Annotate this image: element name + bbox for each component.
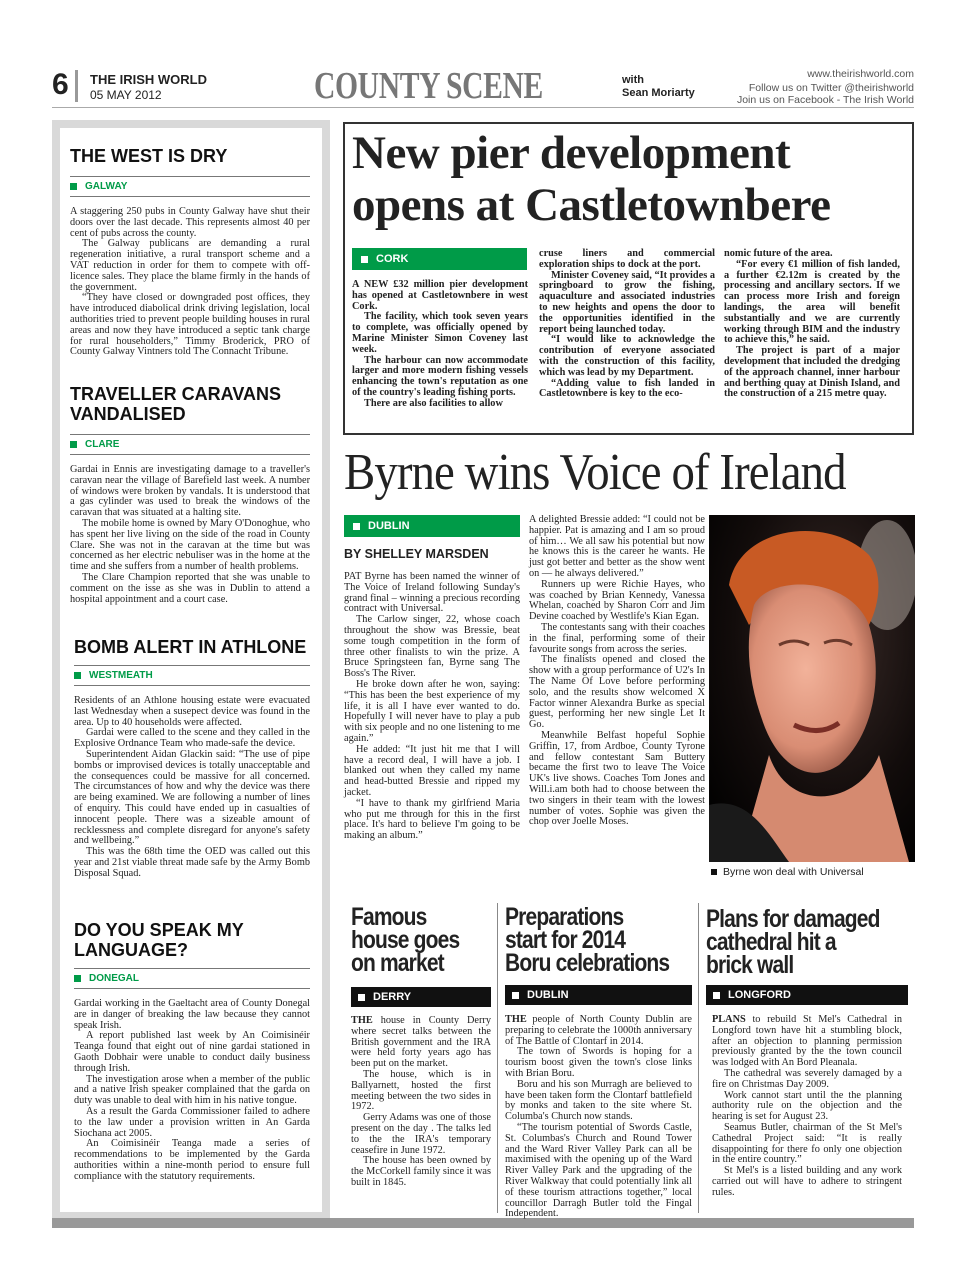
story-headline-line: on market bbox=[351, 949, 444, 977]
divider bbox=[74, 988, 310, 989]
paragraph: This was the 68th time the OED was called out this year and 21st viable threat made safe by the Army Bomb Disposal Squad. bbox=[74, 846, 310, 879]
paragraph: An Coimisinéir Teanga made a series of recommendations to be implemented by the Garda authorities within a nine-month period to ensure full compliance with the statutory requirements. bbox=[74, 1138, 310, 1182]
paragraph: Meanwhile Belfast hopeful Sophie Griffin, 17, from Ardboe, County Tyrone and fellow contestant Sam Buttery became the first two to leave The Voice UK's live shows. Coaches Tom Jones and Will.i.am both had to choose between the two singers in their team with the lowest number of votes. Sophie was given the chop over Joelle Moses. bbox=[529, 729, 705, 828]
pier-headline-line1: New pier development bbox=[352, 127, 791, 179]
paragraph: He broke down after he won, saying: “This has been the best experience of my life, it is all I have ever wanted to do. Hopefully I will never have to play a pub with six people and no one listening to me again.” bbox=[344, 678, 520, 744]
paragraph: Gerry Adams was one of those present on the day . The talks led to the the IRA's temporary ceasefire in June 1972. bbox=[351, 1112, 491, 1156]
paragraph: The project is part of a major development that included the dredging of the approach channel, inner harbour and berthing quay at Dinish Island, and the construction of a 215 metre quay. bbox=[724, 345, 900, 400]
header-rule bbox=[52, 107, 914, 108]
paragraph: St Mel's is a listed building and any work carried out will have to adhere to stringent rules. bbox=[712, 1165, 902, 1198]
story-headline-line: Famous bbox=[351, 903, 427, 931]
paragraph: The contestants sang with their coaches in the final, performing some of their favourite songs from across the series. bbox=[529, 621, 705, 655]
divider bbox=[70, 434, 310, 435]
county-tag: DONEGAL bbox=[74, 973, 310, 984]
section-with: with bbox=[622, 74, 644, 86]
paragraph: Gardai were called to the scene and they called in the Explosive Ordnance Team who made-safe the device. bbox=[74, 727, 310, 750]
paragraph: Residents of an Athlone housing estate were evacuated last Wednesday when a susepect device was found in the area. Up to 40 households were affected. bbox=[74, 695, 310, 728]
issue-date: 05 MAY 2012 bbox=[90, 88, 162, 102]
byrne-county-tag: DUBLIN bbox=[344, 515, 520, 537]
dublin-county-tag: DUBLIN bbox=[505, 985, 692, 1005]
square-icon bbox=[361, 256, 368, 263]
bottom-story-dublin bbox=[505, 903, 695, 977]
story-headline-line: Plans for damaged bbox=[706, 905, 880, 933]
paragraph: THE house in County Derry where secret talks between the British government and the IRA were held forty years ago has been put on the market. bbox=[351, 1015, 491, 1070]
paragraph: The finalists opened and closed the show with a group performance of U2's In The Name Of Love before performing solo, and the results show welcomed X Factor winner Alexandra Burke as special guest, performing her new single Let It Go. bbox=[529, 654, 705, 731]
paragraph: PLANS to rebuild St Mel's Cathedral in Longford town have hit a stumbling block, after an objection to planning permission previously granted by the the town council was lodged with An Bord Pleanala. bbox=[712, 1014, 902, 1069]
paragraph: Seamus Butler, chairman of the St Mel's Cathedral Project said: “It is really disappointing for there fo only one objection in the entire country.” bbox=[712, 1121, 902, 1166]
paragraph: “The tourism potential of Swords Castle, St. Columbas's Church and Round Tower and the Ward River Valley Park can all be maximised with the opening up of the Ward River Valley Park and the upgrading of the River Walkway that could potentially link all of these tourism attractions together,” local councillor Darragh Butler told the Fingal Independent. bbox=[505, 1121, 692, 1220]
photo-caption: Byrne won deal with Universal bbox=[711, 866, 864, 878]
paragraph: As a result the Garda Commissioner failed to adhere to the law under a provision written in An Garda Siochana act 2005. bbox=[74, 1105, 310, 1139]
paragraph: Minister Coveney said, “It provides a springboard to grow the fishing, aquaculture and associated industries to new heights and opens the door to the opportunities identified in the report being launched today. bbox=[539, 269, 715, 335]
pier-county-tag: CORK bbox=[352, 248, 527, 270]
longford-county-tag: LONGFORD bbox=[706, 985, 908, 1005]
paragraph: Superintendent Aidan Glackin said: “The use of pipe bombs or improvised devices is totally unacceptable and the consequences could be massive for all concerned. The circumstances of how and why the device was there are being examined. We are following a number of lines of enquiry. This could have ended up in casualties of innocent people. There was a sizeable amount of recklessness and complete disregard for anyone's safety and wellbeing.” bbox=[74, 748, 310, 847]
longford-body bbox=[712, 1015, 902, 1199]
square-icon bbox=[353, 523, 360, 530]
paragraph: A NEW £32 million pier development has opened at Castletownbere in west Cork. bbox=[352, 279, 528, 312]
paragraph: “I have to thank my girlfriend Maria who put me through for this in the first place. It's hard to believe I'm going to be making an album.” bbox=[344, 797, 520, 842]
story-title: DO YOU SPEAK MY LANGUAGE? bbox=[74, 920, 244, 960]
story-headline-line: Preparations bbox=[505, 903, 624, 931]
sidebar-story-speak-my-language bbox=[74, 920, 310, 1183]
story-headline-line: house goes bbox=[351, 926, 460, 954]
pier-column-3 bbox=[724, 249, 900, 400]
divider bbox=[70, 454, 310, 455]
square-icon bbox=[74, 975, 81, 982]
byrne-column-1 bbox=[344, 572, 520, 842]
paragraph: The Clare Champion reported that she was unable to comment on the isse as she was in Dublin to attend a hospital appointment and a court case. bbox=[70, 571, 310, 605]
paragraph: The harbour can now accommodate larger and more modern fishing vessels enhancing the town's reputation as one of the country's leading fishing ports. bbox=[352, 354, 528, 398]
divider bbox=[74, 665, 310, 666]
paragraph: A delighted Bressie added: “I could not be happier. Pat is amazing and I am so proud of him… We all saw his potential but now he knows this is the career he wants. He just got better and better as the show went on — he always delivered.” bbox=[529, 514, 705, 579]
divider bbox=[70, 196, 310, 197]
page-number: 6 bbox=[52, 68, 69, 101]
paragraph: Work cannot start until the the planning authority rule on the objection and the hearing is set for August 23. bbox=[712, 1089, 902, 1123]
paragraph: Gardai in Ennis are investigating damage to a traveller's caravan near the village of Barefield last week. A number of windows were broken by vandals. It is understood that a gas cylinder was used to break the windows of the caravan that was situated at a halting site. bbox=[70, 464, 310, 519]
pier-column-2 bbox=[539, 249, 715, 400]
story-title: THE WEST IS DRY bbox=[70, 146, 228, 166]
paragraph: The house has been owned by the McCorkell family since it was built in 1845. bbox=[351, 1155, 491, 1188]
publication-name: THE IRISH WORLD bbox=[90, 72, 207, 87]
story-title: TRAVELLER CARAVANS VANDALISED bbox=[70, 384, 281, 424]
paragraph: PAT Byrne has been named the winner of The Voice of Ireland following Sunday's grand final – winning a precious recording contract with Universal. bbox=[344, 571, 520, 615]
sidebar-bottom-bar bbox=[52, 1218, 914, 1228]
square-icon bbox=[713, 992, 720, 999]
sidebar-story-traveller-caravans bbox=[70, 384, 310, 605]
pier-column-1 bbox=[352, 280, 528, 410]
paragraph: “For every €1 million of fish landed, a further €2.12m is created by the processing and ancillary sectors. If we can process more Irish and foreign landings, the area will benefit substantially and we are currently working through BIM and the industry to achieve this,” he said. bbox=[724, 258, 900, 346]
paragraph: THE people of North County Dublin are preparing to celebrate the 1000th anniversary of The Battle of Clontarf in 2014. bbox=[505, 1014, 692, 1047]
story-headline-line: cathedral hit a bbox=[706, 928, 836, 956]
square-icon bbox=[711, 869, 717, 875]
section-author: Sean Moriarty bbox=[622, 87, 695, 99]
bottom-divider-1 bbox=[497, 903, 498, 1213]
paragraph: “I would like to acknowledge the contribution of everyone associated with the construction of this facility, which was lead by my Department. bbox=[539, 334, 715, 378]
square-icon bbox=[512, 992, 519, 999]
square-icon bbox=[70, 441, 77, 448]
county-tag: GALWAY bbox=[70, 181, 310, 192]
byrne-headline: Byrne wins Voice of Ireland bbox=[344, 444, 846, 501]
byrne-photo bbox=[709, 515, 915, 862]
county-tag: CLARE bbox=[70, 439, 310, 450]
paragraph: The Carlow singer, 22, whose coach throughout the show was Bressie, beat some tough competition in the form of three other finalists to win the prize. A Bruce Springsteen fan, Byrne sang The Boss's The River. bbox=[344, 614, 520, 680]
derry-county-tag: DERRY bbox=[351, 987, 491, 1007]
divider bbox=[70, 176, 310, 177]
divider bbox=[74, 968, 310, 969]
paragraph: The Galway publicans are demanding a rural regeneration initiative, a rural transport scheme and a VAT reduction in order for them to compete with off-licence sales. They place the blame firmly in the hands of the government. bbox=[70, 238, 310, 293]
paragraph: “Adding value to fish landed in Castletownbere is key to the eco- bbox=[539, 377, 715, 400]
paragraph: Runners up were Richie Hayes, who was coached by Brian Kennedy, Vanessa Whelan, coached by Sharon Corr and Jim Devine coached by Westlife's Kian Egan. bbox=[529, 578, 705, 623]
paragraph: The town of Swords is hoping for a tourism boost given the town's close links with Brian Boru. bbox=[505, 1046, 692, 1079]
derry-body bbox=[351, 1016, 491, 1189]
paragraph: The facility, which took seven years to complete, was officially opened by Marine Minister Simon Coveney last week. bbox=[352, 311, 528, 355]
square-icon bbox=[70, 183, 77, 190]
paragraph: The house, which is in Ballyarnett, hosted the first meeting between the two sides in 1972. bbox=[351, 1068, 491, 1113]
byline: BY SHELLEY MARSDEN bbox=[344, 547, 489, 561]
bottom-divider-2 bbox=[698, 903, 699, 1213]
square-icon bbox=[74, 672, 81, 679]
paragraph: A staggering 250 pubs in County Galway have shut their doors over the last decade. This represents almost 40 per cent of pubs across the county. bbox=[70, 206, 310, 239]
paragraph: The investigation arose when a member of the public and a native Irish speaker complained that the garda on duty was unable to deal with him in his native tongue. bbox=[74, 1073, 310, 1107]
paragraph: nomic future of the area. bbox=[724, 248, 833, 259]
paragraph: There are also facilities to allow bbox=[364, 397, 503, 409]
bottom-story-longford bbox=[706, 905, 911, 979]
dublin-body bbox=[505, 1015, 692, 1220]
byrne-column-2 bbox=[529, 515, 705, 828]
paragraph: He added: “It just hit me that I will have a record deal, I will have a job. I blanked out when they called my name and head-butted Bressie and ripped my jacket. bbox=[344, 743, 520, 798]
story-headline-line: Boru celebrations bbox=[505, 949, 670, 977]
square-icon bbox=[358, 994, 365, 1001]
story-headline-line: brick wall bbox=[706, 951, 794, 979]
singer-photo bbox=[709, 515, 915, 862]
sidebar-story-bomb-alert bbox=[74, 637, 310, 880]
twitter-link[interactable]: Follow us on Twitter @theirishworld bbox=[748, 82, 914, 94]
paragraph: A report published last week by An Coimisinéir Teanga found that eight out of nine gardai stationed in Gaoth Dobhair were unable to conduct daily business through Irish. bbox=[74, 1030, 310, 1074]
paragraph: Gardai working in the Gaeltacht area of County Donegal are in danger of breaking the law because they cannot speak Irish. bbox=[74, 998, 310, 1031]
sidebar-story-west-is-dry bbox=[70, 146, 310, 358]
pier-headline-line2: opens at Castletownbere bbox=[352, 179, 831, 231]
paragraph: Boru and his son Murragh are believed to have been taken form the Clontarf battlefield by monks and taken to the site where St. Columba's Church now stands. bbox=[505, 1078, 692, 1123]
paragraph: The mobile home is owned by Mary O'Donoghue, who has spent her live living on the side of the road in County Clare. She was not in the caravan at the time but was concerned as her electric nebuliser was in the home at the time and she suffers from a number of health problems. bbox=[70, 517, 310, 573]
bottom-story-derry bbox=[351, 903, 491, 977]
paragraph: cruse liners and commercial exploration ships to dock at the port. bbox=[539, 248, 715, 270]
story-headline-line: start for 2014 bbox=[505, 926, 626, 954]
county-tag: WESTMEATH bbox=[74, 670, 310, 681]
facebook-link[interactable]: Join us on Facebook - The Irish World bbox=[736, 94, 914, 106]
story-title: BOMB ALERT IN ATHLONE bbox=[74, 637, 307, 657]
page-number-divider bbox=[75, 70, 78, 102]
paragraph: “They have closed or downgraded post offices, they have introduced diabolical drink driving legislation, local authorities tried to prevent people building houses in rural areas and now they have introduced a septic tank charge for rural householders,” Timmy Broderick, PRO of County Galway Vintners told The Connacht Tribune. bbox=[70, 292, 310, 358]
divider bbox=[74, 685, 310, 686]
website-link[interactable]: www.theirishworld.com bbox=[807, 68, 914, 80]
section-title: COUNTY SCENE bbox=[314, 65, 543, 107]
paragraph: The cathedral was severely damaged by a fire on Christmas Day 2009. bbox=[712, 1067, 902, 1090]
